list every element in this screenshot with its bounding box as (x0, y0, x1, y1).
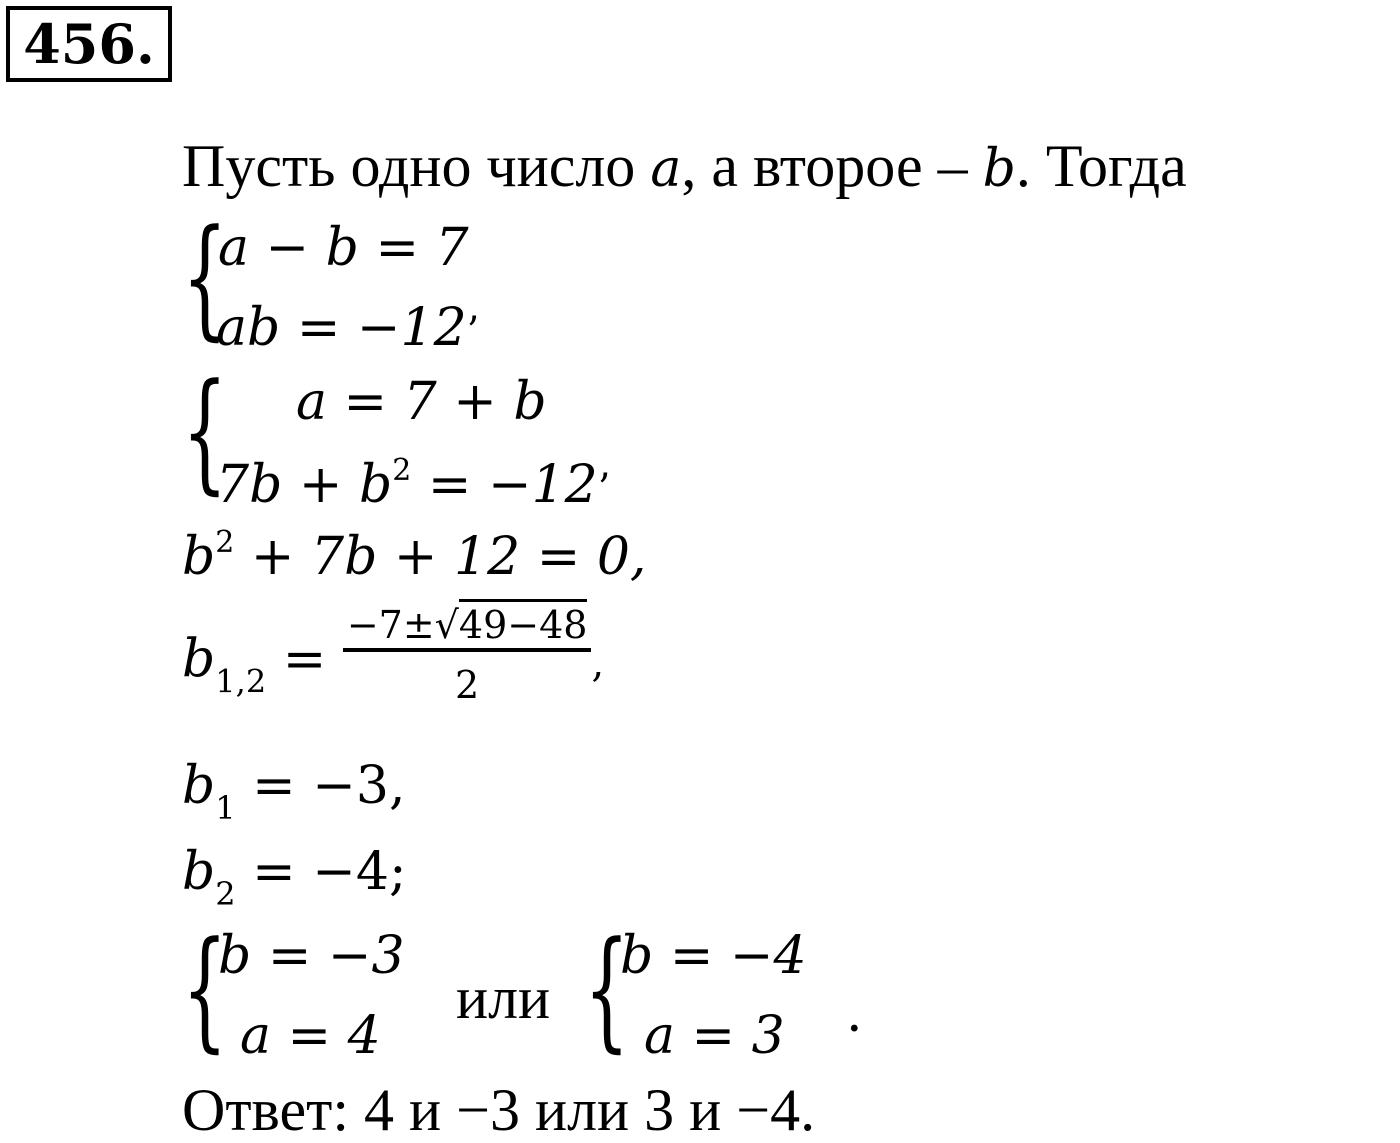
final-system-right (584, 913, 864, 1074)
final-right-brace: { (584, 913, 630, 1065)
fraction-denominator: 2 (455, 663, 480, 707)
intro-text-2: , а второе – (681, 133, 983, 199)
roots-fraction (343, 603, 592, 707)
system-2 (182, 355, 742, 516)
roots-formula: $b_{1,2}$ = $\frac{-7\pm√49-48}{2}$ , (182, 614, 604, 712)
var-a: a (650, 139, 682, 199)
final-right-row-2: a = 3 (644, 1006, 785, 1066)
system-1-row-2: ab = −12’ (216, 298, 480, 358)
problem-number: 456. (6, 6, 172, 82)
system-2-row-1: a = 7 + b (296, 372, 547, 432)
fraction-numerator: −7±√49−48 (343, 606, 592, 652)
connector-or: или (456, 965, 551, 1031)
answer-line: Ответ: 4 и −3 или 3 и −4. (182, 1077, 816, 1143)
system-1-brace: { (182, 201, 228, 353)
root-2: $b_2 = -4$; (182, 842, 407, 913)
final-right-row-1: b = −4 (620, 926, 807, 986)
intro-line (182, 133, 1187, 199)
final-left-brace: { (182, 913, 228, 1065)
final-left-row-1: b = −3 (218, 926, 405, 986)
root-1: $b_1 = -3$, (182, 756, 406, 827)
final-left-row-2: a = 4 (240, 1006, 381, 1066)
system-1-row-1: a − b = 7 (218, 218, 469, 278)
final-period: . (846, 984, 863, 1044)
final-system-left (182, 913, 462, 1074)
system-1 (182, 201, 582, 362)
var-b: b (982, 139, 1016, 199)
system-2-brace: { (182, 355, 228, 507)
intro-text-1: Пусть одно число (182, 133, 651, 199)
intro-text-3: . Тогда (1015, 133, 1187, 199)
system-2-row-2: $7b + b^2 = -12$’ (216, 453, 611, 515)
quadratic-equation: $b^2 + 7b + 12 = 0$, (182, 525, 647, 587)
